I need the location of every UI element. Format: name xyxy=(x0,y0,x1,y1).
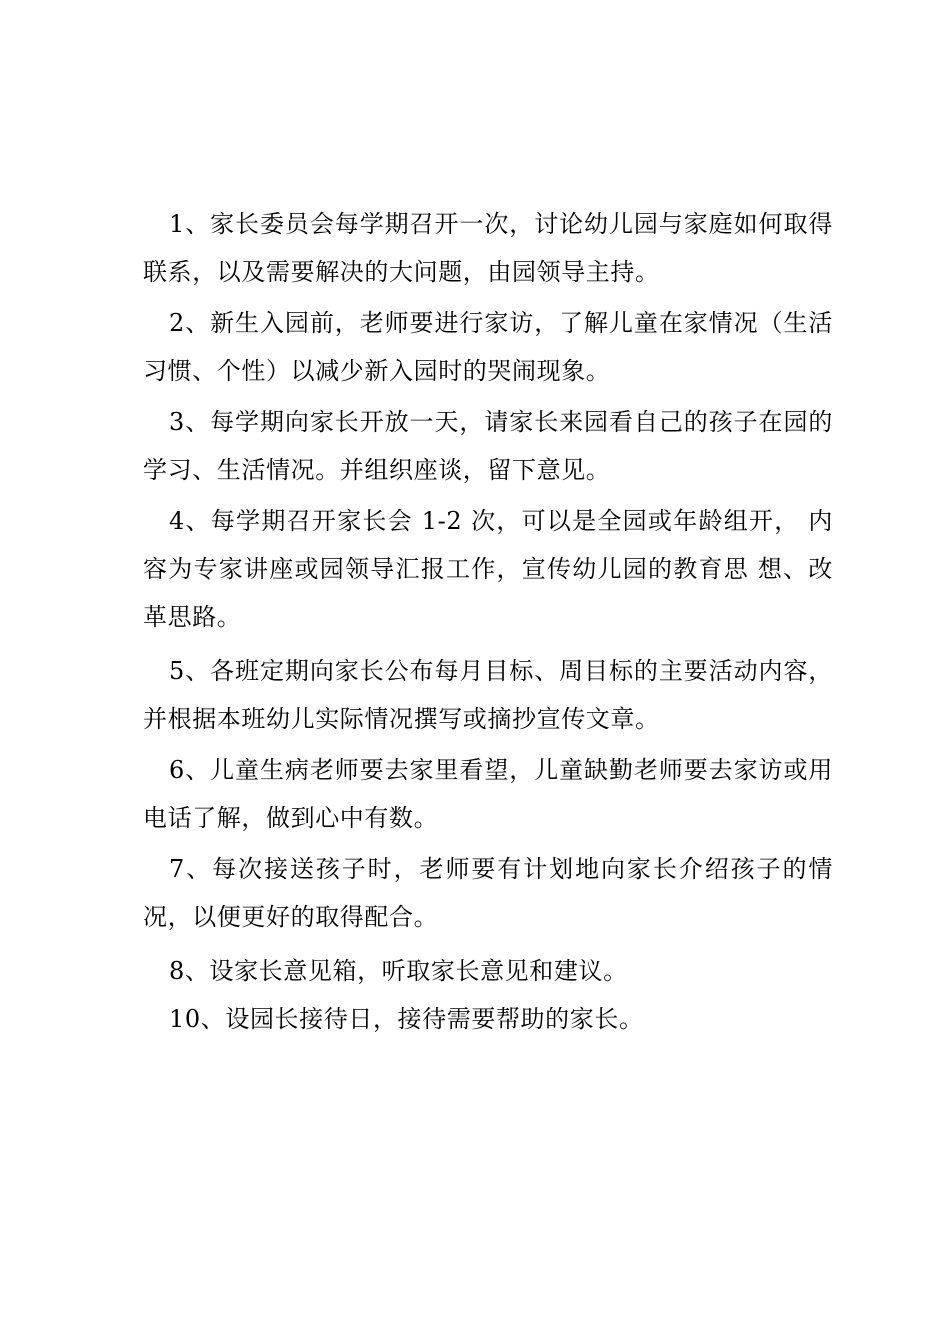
paragraph-item-5: 5、各班定期向家长公布每月目标、周目标的主要活动内容，并根据本班幼儿实际情况撰写或摘抄宣传文章。 xyxy=(143,657,833,733)
paragraph-item-7: 7、每次接送孩子时，老师要有计划地向家长介绍孩子的情况，以便更好的取得配合。 xyxy=(143,855,833,931)
paragraph-item-2: 2、新生入园前，老师要进行家访，了解儿童在家情况（生活习惯、个性）以减少新入园时的哭闹现象。 xyxy=(143,309,833,385)
document-body xyxy=(143,200,833,1043)
paragraph-item-4: 4、每学期召开家长会 1-2 次，可以是全园或年龄组开， 内容为专家讲座或园领导汇报工作，宣传幼儿园的教育思 想、改革思路。 xyxy=(143,507,833,631)
paragraph-item-6: 6、儿童生病老师要去家里看望，儿童缺勤老师要去家访或用电话了解，做到心中有数。 xyxy=(143,756,833,832)
paragraph-item-10: 10、设园长接待日，接待需要帮助的家长。 xyxy=(169,1005,644,1033)
paragraph-item-3: 3、每学期向家长开放一天，请家长来园看自己的孩子在园的学习、生活情况。并组织座谈，留下意见。 xyxy=(143,408,833,484)
paragraph-item-8: 8、设家长意见箱，听取家长意见和建议。 xyxy=(169,957,628,985)
paragraph-item-1: 1、家长委员会每学期召开一次，讨论幼儿园与家庭如何取得联系，以及需要解决的大问题，由园领导主持。 xyxy=(143,210,833,286)
